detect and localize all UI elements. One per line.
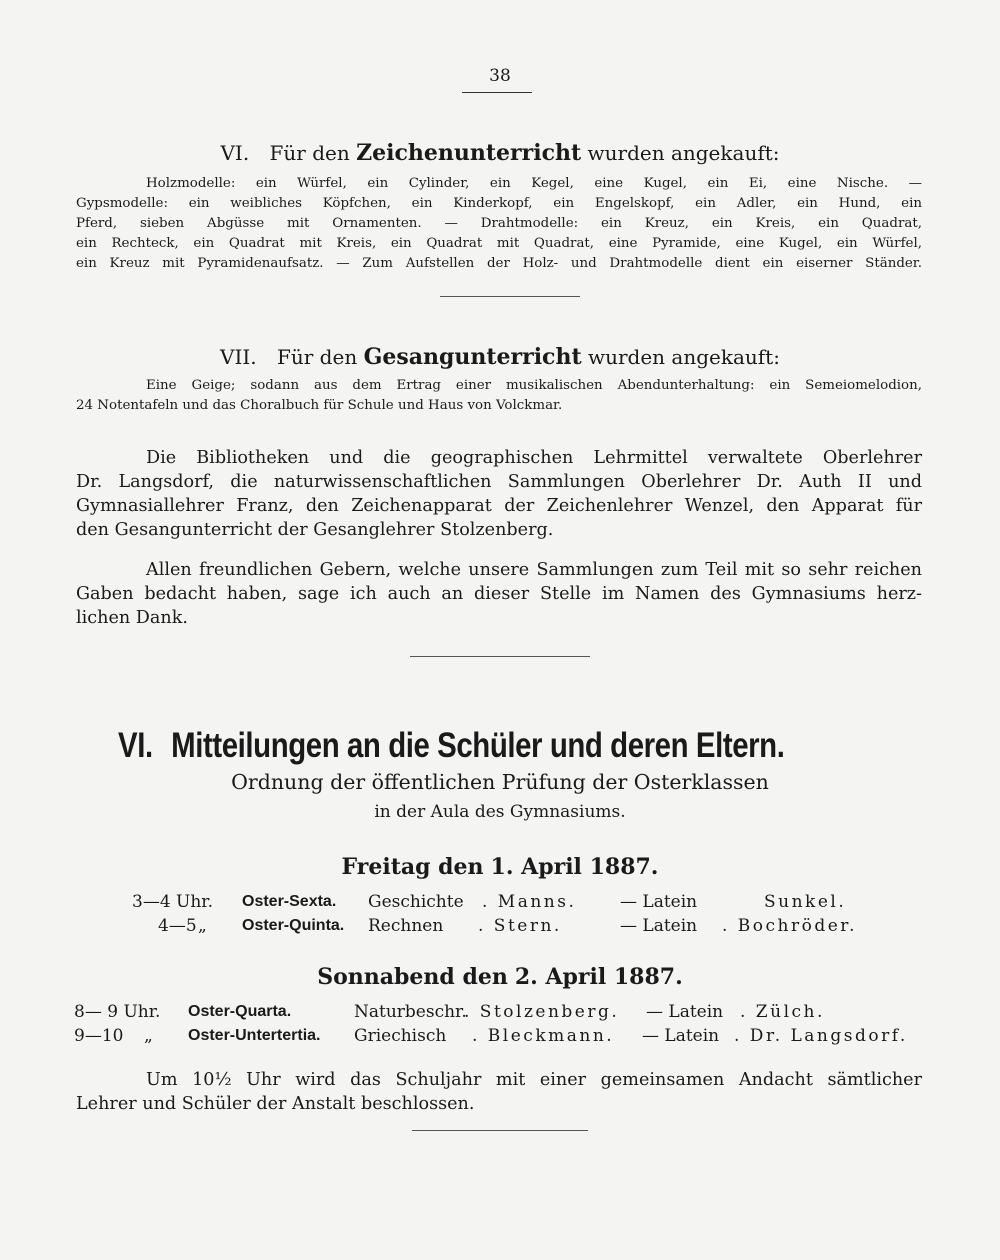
section-vi-post: wurden angekauft:: [587, 141, 780, 165]
closing-line: Lehrer und Schüler der Anstalt beschlossen.: [76, 1094, 475, 1114]
ditto-mark: „: [198, 916, 207, 936]
row-subject: — Latein: [620, 892, 698, 912]
main-heading-title: Mitteilungen an die Schüler und deren Eltern.: [171, 726, 785, 765]
thanks-line: lichen Dank.: [76, 608, 188, 628]
section-vii-line: Eine Geige; sodann aus dem Ertrag einer musikalischen Abendunterhaltung: ein Semeiomelodion,: [146, 378, 922, 393]
row-time: 9—10: [74, 1026, 124, 1046]
row-time: 4—5: [158, 916, 197, 936]
day1-row: [0, 916, 1000, 938]
section-vi-numeral: VI.: [220, 141, 250, 165]
day2-label: Sonnabend den: [317, 964, 508, 990]
main-heading-numeral: VI.: [118, 726, 153, 765]
row-time: 8— 9 Uhr.: [74, 1002, 161, 1022]
day2-date: 2. April 1887.: [514, 964, 683, 990]
libraries-line: Gymnasiallehrer Franz, den Zeichenapparat der Zeichenlehrer Wenzel, den Apparat für: [76, 496, 922, 516]
section-vi-line: Gypsmodelle: ein weibliches Köpfchen, ein Kinderkopf, ein Engelskopf, ein Adler, ein Hund, ein: [76, 196, 922, 211]
row-subject: Rechnen: [368, 916, 444, 936]
libraries-paragraph: [76, 446, 922, 542]
libraries-line: Dr. Langsdorf, die naturwissenschaftlichen Sammlungen Oberlehrer Dr. Auth II und: [76, 472, 922, 492]
day1-row: [0, 892, 1000, 914]
thanks-line: Gaben bedacht haben, sage ich auch an dieser Stelle im Namen des Gymnasiums herz-: [76, 584, 922, 604]
section-vii-heading: [0, 344, 1000, 370]
row-subject: — Latein: [620, 916, 698, 936]
row-teacher: . Manns.: [482, 892, 577, 912]
row-subject: Griechisch: [354, 1026, 447, 1046]
section-vi-pre: Für den: [269, 141, 350, 165]
row-subject: Naturbeschr.: [354, 1002, 467, 1022]
section-vii-emph: Gesangunterricht: [363, 344, 582, 370]
row-class: Oster-Sexta.: [242, 893, 337, 910]
row-class: Oster-Untertertia.: [188, 1027, 321, 1044]
row-teacher: . Stolzenberg.: [464, 1002, 620, 1022]
page-number-rule: [462, 92, 532, 93]
section-vi-line: ein Rechteck, ein Quadrat mit Kreis, ein Quadrat mit Quadrat, eine Pyramide, eine Kugel, ein Würfel,: [76, 236, 922, 251]
section-vii-line: 24 Notentafeln und das Choralbuch für Schule und Haus von Volckmar.: [76, 398, 563, 413]
day1-label: Freitag den: [341, 854, 484, 880]
closing-paragraph: [76, 1068, 922, 1116]
row-subject: — Latein: [642, 1026, 720, 1046]
section-vi-line: Holzmodelle: ein Würfel, ein Cylinder, ein Kegel, eine Kugel, ein Ei, eine Nische. —: [146, 176, 922, 191]
row-teacher: . Stern.: [478, 916, 562, 936]
divider: [440, 296, 580, 297]
row-teacher: . Dr. Langsdorf.: [734, 1026, 908, 1046]
section-vi-text: [76, 174, 922, 274]
section-vi-line: ein Kreuz mit Pyramidenaufsatz. — Zum Aufstellen der Holz- und Drahtmodelle dient ein eiserner Ständer.: [76, 256, 922, 271]
section-vi-line: Pferd, sieben Abgüsse mit Ornamenten. — Drahtmodelle: ein Kreuz, ein Kreis, ein Quadrat,: [76, 216, 922, 231]
row-teacher: . Bleckmann.: [472, 1026, 615, 1046]
section-vii-pre: Für den: [277, 345, 358, 369]
thanks-paragraph: [76, 558, 922, 630]
ditto-mark: „: [144, 1026, 153, 1046]
subheading-line2: in der Aula des Gymnasiums.: [374, 802, 626, 822]
row-class: Oster-Quarta.: [188, 1003, 292, 1020]
libraries-line: Die Bibliotheken und die geographischen Lehrmittel verwaltete Oberlehrer: [146, 448, 922, 468]
section-vi-heading: [0, 140, 1000, 166]
libraries-line: den Gesangunterricht der Gesanglehrer Stolzenberg.: [76, 520, 554, 540]
row-teacher: . Bochröder.: [722, 916, 857, 936]
page-number: 38: [489, 66, 511, 86]
row-teacher: Sunkel.: [764, 892, 847, 912]
section-vii-numeral: VII.: [220, 345, 257, 369]
divider: [412, 1130, 588, 1131]
divider: [410, 656, 590, 657]
section-vii-post: wurden angekauft:: [587, 345, 780, 369]
day2-heading: [0, 964, 1000, 990]
section-vi-emph: Zeichenunterricht: [356, 140, 582, 166]
closing-line: Um 10½ Uhr wird das Schuljahr mit einer gemeinsamen Andacht sämtlicher: [146, 1070, 922, 1090]
subheading-line1: Ordnung der öffentlichen Prüfung der Osterklassen: [231, 770, 769, 794]
row-subject: Geschichte: [368, 892, 464, 912]
day1-date: 1. April 1887.: [490, 854, 659, 880]
day2-row: [0, 1026, 1000, 1048]
thanks-line: Allen freundlichen Gebern, welche unsere Sammlungen zum Teil mit so sehr reichen: [146, 560, 922, 580]
day1-heading: [0, 854, 1000, 880]
main-heading: [118, 726, 784, 766]
row-time: 3—4 Uhr.: [132, 892, 213, 912]
row-teacher: . Zülch.: [740, 1002, 825, 1022]
row-class: Oster-Quinta.: [242, 917, 345, 934]
day2-row: [0, 1002, 1000, 1024]
section-vii-text: [76, 376, 922, 416]
row-subject: — Latein: [646, 1002, 724, 1022]
